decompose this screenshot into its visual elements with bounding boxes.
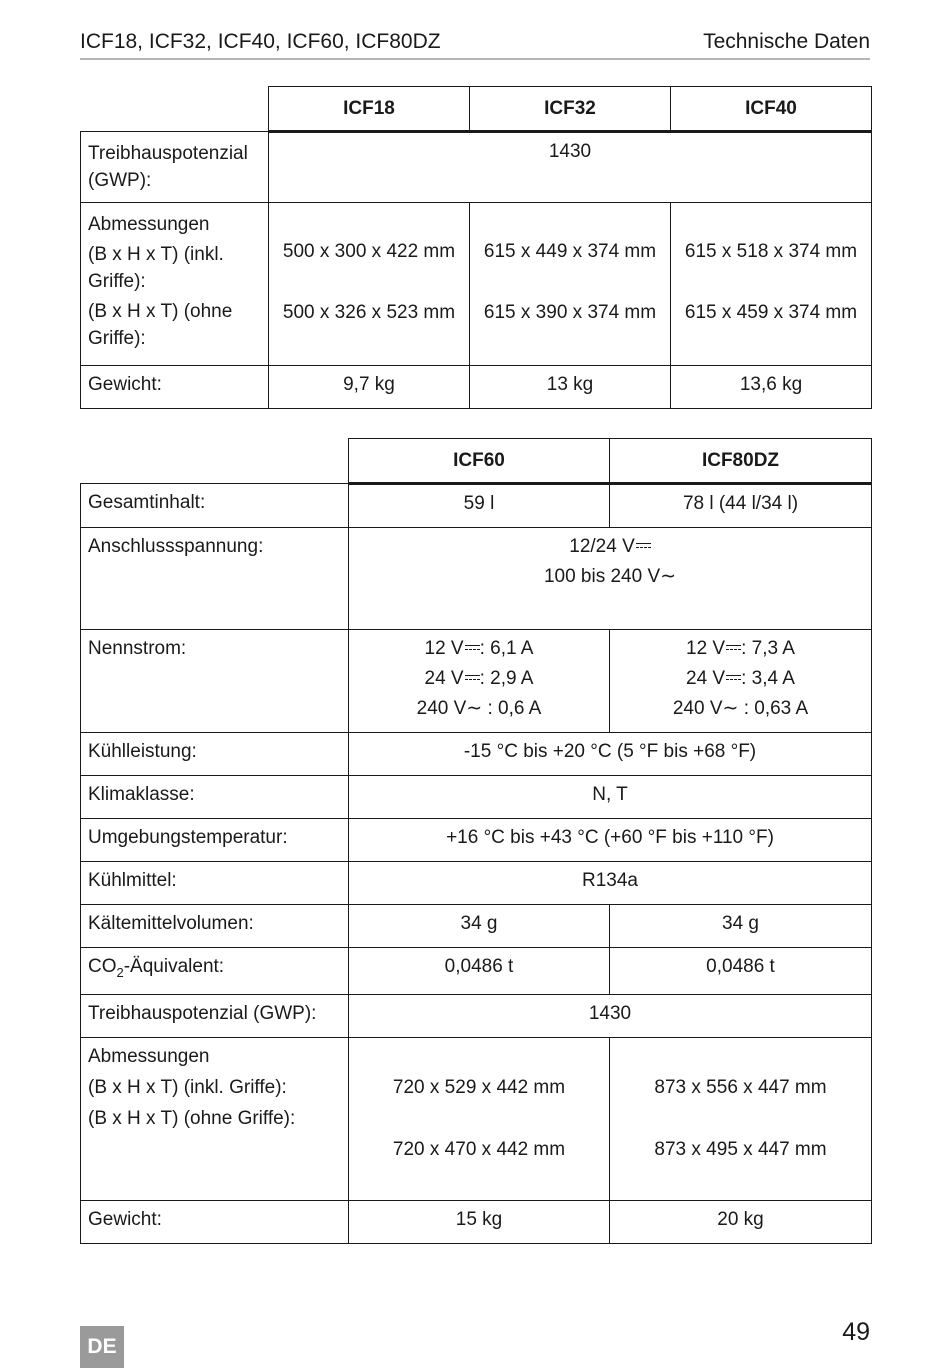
header-divider xyxy=(80,58,870,60)
weight-value: 20 kg xyxy=(610,1200,872,1243)
row-label-gwp: Treibhauspotenzial (GWP): xyxy=(81,132,269,203)
row-label-gwp: Treibhauspotenzial (GWP): xyxy=(81,994,349,1037)
row-label-current: Nennstrom: xyxy=(81,630,349,733)
table-corner-blank xyxy=(81,87,269,132)
co2-label-sub: 2 xyxy=(116,964,124,980)
dc-current-icon xyxy=(465,674,480,682)
dimensions-values-icf40 xyxy=(671,203,872,366)
climate-value: N, T xyxy=(349,776,872,819)
weight-value: 13 kg xyxy=(470,366,671,409)
dimensions-without-handles-label: (B x H x T) (ohne Griffe): xyxy=(88,1107,296,1129)
row-label-capacity: Gesamtinhalt: xyxy=(81,484,349,528)
current-voltage: 12 V xyxy=(424,638,464,659)
dimension-with-handles: 873 x 556 x 447 mm xyxy=(654,1076,827,1098)
table-corner-blank xyxy=(81,439,349,484)
row-label-dimensions xyxy=(81,203,269,366)
column-header: ICF32 xyxy=(470,87,671,132)
co2-value: 0,0486 t xyxy=(349,948,610,995)
dimensions-without-handles-label: (B x H x T) (ohne Griffe): xyxy=(88,301,233,349)
row-label-weight: Gewicht: xyxy=(81,366,269,409)
dimensions-values-icf60 xyxy=(349,1037,610,1200)
dc-current-icon xyxy=(726,674,741,682)
dimensions-values-icf32 xyxy=(470,203,671,366)
column-header: ICF80DZ xyxy=(610,439,872,484)
table-row xyxy=(81,366,872,409)
capacity-value: 59 l xyxy=(349,484,610,528)
table-row xyxy=(81,484,872,528)
co2-value: 0,0486 t xyxy=(610,948,872,995)
voltage-dc: 12/24 V xyxy=(569,536,635,557)
spec-table-icf18-32-40 xyxy=(80,86,872,409)
table-row xyxy=(81,132,872,203)
row-label-climate: Klimaklasse: xyxy=(81,776,349,819)
dimension-without-handles: 615 x 390 x 374 mm xyxy=(483,302,657,323)
table-row xyxy=(81,948,872,995)
row-label-weight: Gewicht: xyxy=(81,1200,349,1243)
table-row xyxy=(81,994,872,1037)
refrigerant-volume-value: 34 g xyxy=(610,905,872,948)
table-row xyxy=(81,1037,872,1200)
page-number: 49 xyxy=(842,1318,870,1346)
dimension-without-handles: 500 x 326 x 523 mm xyxy=(282,302,456,323)
weight-value: 9,7 kg xyxy=(269,366,470,409)
dc-current-icon xyxy=(465,644,480,652)
table-row xyxy=(81,733,872,776)
current-values-icf80dz xyxy=(610,630,872,733)
ac-current-icon: ∼ xyxy=(722,698,739,719)
row-label-voltage: Anschlussspannung: xyxy=(81,528,349,630)
dimension-with-handles: 615 x 518 x 374 mm xyxy=(684,241,858,262)
column-header: ICF18 xyxy=(269,87,470,132)
voltage-value xyxy=(349,528,872,630)
dc-current-icon xyxy=(636,542,651,550)
voltage-ac: 100 bis 240 V xyxy=(543,566,661,587)
ambient-value: +16 °C bis +43 °C (+60 °F bis +110 °F) xyxy=(349,819,872,862)
weight-value: 15 kg xyxy=(349,1200,610,1243)
dimensions-with-handles-label: (B x H x T) (inkl. Griffe): xyxy=(88,1076,287,1098)
current-amps: : 6,1 A xyxy=(479,638,534,659)
row-label-dimensions xyxy=(81,1037,349,1200)
gwp-value: 1430 xyxy=(349,994,872,1037)
table-row xyxy=(81,1200,872,1243)
language-badge: DE xyxy=(80,1326,124,1368)
dimension-with-handles: 720 x 529 x 442 mm xyxy=(392,1076,566,1098)
dimensions-values-icf80dz xyxy=(610,1037,872,1200)
current-voltage: 12 V xyxy=(686,638,726,659)
dimensions-with-handles-label: (B x H x T) (inkl. Griffe): xyxy=(88,244,224,292)
table-row xyxy=(81,776,872,819)
header-models: ICF18, ICF32, ICF40, ICF60, ICF80DZ xyxy=(80,30,441,53)
current-amps: : 7,3 A xyxy=(741,638,795,659)
dc-current-icon xyxy=(726,644,741,652)
current-amps: : 2,9 A xyxy=(479,668,534,689)
refrigerant-value: R134a xyxy=(349,862,872,905)
weight-value: 13,6 kg xyxy=(671,366,872,409)
row-label-cooling: Kühlleistung: xyxy=(81,733,349,776)
ac-current-icon: ∼ xyxy=(660,566,677,587)
current-values-icf60 xyxy=(349,630,610,733)
spec-table-icf60-80dz xyxy=(80,438,872,1244)
table-row xyxy=(81,630,872,733)
table-row xyxy=(81,528,872,630)
dimension-with-handles: 500 x 300 x 422 mm xyxy=(282,241,456,262)
table-row xyxy=(81,905,872,948)
current-voltage: 24 V xyxy=(424,668,464,689)
dimensions-title: Abmessungen xyxy=(88,1045,210,1067)
dimension-without-handles: 873 x 495 x 447 mm xyxy=(654,1138,827,1160)
table-row xyxy=(81,203,872,366)
co2-label-pre: CO xyxy=(88,956,117,977)
current-amps: : 0,63 A xyxy=(738,698,809,719)
co2-label-post: -Äquivalent: xyxy=(123,956,225,977)
current-voltage: 240 V xyxy=(672,698,723,719)
dimension-without-handles: 720 x 470 x 442 mm xyxy=(392,1138,566,1160)
gwp-value: 1430 xyxy=(269,132,872,203)
table-row xyxy=(81,862,872,905)
column-header: ICF60 xyxy=(349,439,610,484)
refrigerant-volume-value: 34 g xyxy=(349,905,610,948)
current-amps: : 3,4 A xyxy=(741,668,795,689)
dimension-without-handles: 615 x 459 x 374 mm xyxy=(684,302,858,323)
header-section: Technische Daten xyxy=(703,30,870,53)
current-amps: : 0,6 A xyxy=(482,698,542,719)
dimensions-values-icf18 xyxy=(269,203,470,366)
row-label-refrigerant: Kühlmittel: xyxy=(81,862,349,905)
row-label-co2 xyxy=(81,948,349,995)
table-row xyxy=(81,819,872,862)
dimension-with-handles: 615 x 449 x 374 mm xyxy=(483,241,657,262)
row-label-refrigerant-volume: Kältemittelvolumen: xyxy=(81,905,349,948)
current-voltage: 24 V xyxy=(686,668,726,689)
row-label-ambient: Umgebungstemperatur: xyxy=(81,819,349,862)
capacity-value: 78 l (44 l/34 l) xyxy=(610,484,872,528)
ac-current-icon: ∼ xyxy=(466,698,483,719)
current-voltage: 240 V xyxy=(416,698,467,719)
column-header: ICF40 xyxy=(671,87,872,132)
cooling-value: -15 °C bis +20 °C (5 °F bis +68 °F) xyxy=(349,733,872,776)
dimensions-title: Abmessungen xyxy=(88,214,210,235)
